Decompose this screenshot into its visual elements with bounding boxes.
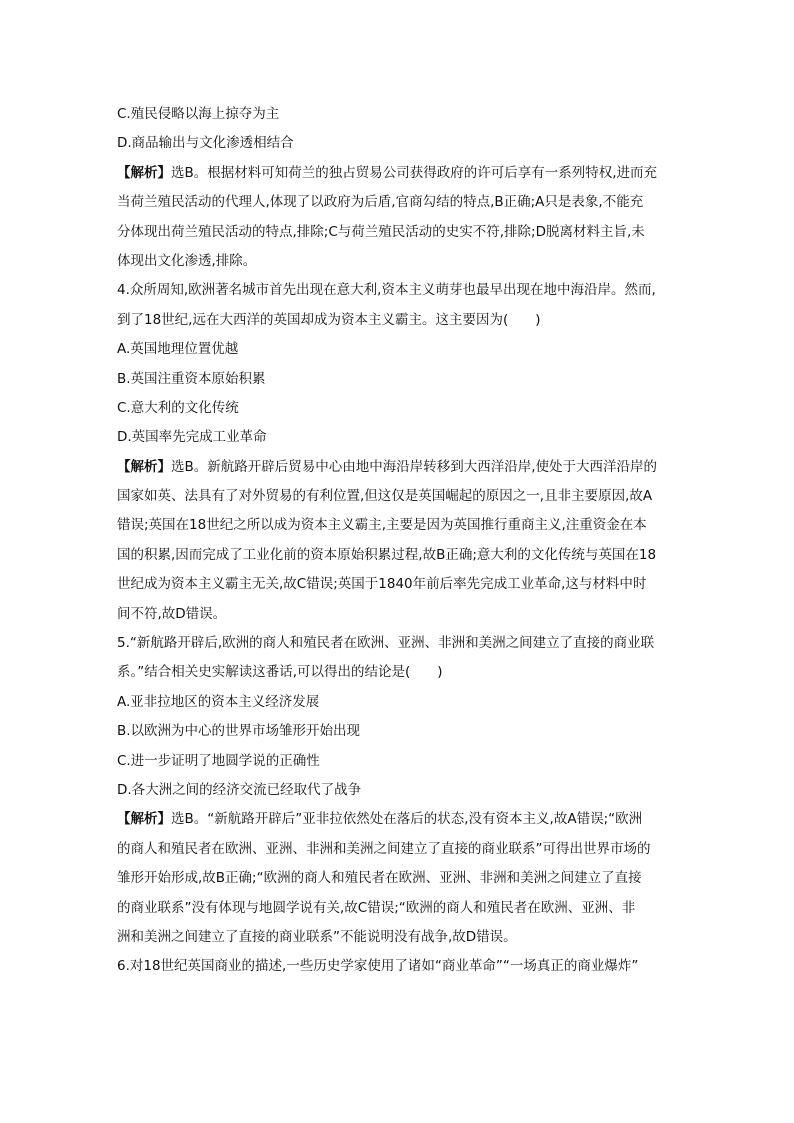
analysis-text: 的商人和殖民者在欧洲、亚洲、非洲和美洲之间建立了直接的商业联系”可得出世界市场的 bbox=[117, 840, 651, 857]
question-text: 5.“新航路开辟后,欧洲的商人和殖民者在欧洲、亚洲、非洲和美洲之间建立了直接的商业联 bbox=[117, 635, 655, 652]
analysis-text: 国家如英、法具有了对外贸易的有利位置,但这仅是英国崛起的原因之一,且非主要原因,故A bbox=[117, 488, 653, 505]
option-text: C.殖民侵略以海上掠夺为主 bbox=[117, 106, 280, 122]
option-line bbox=[117, 423, 682, 452]
option-text: B.以欧洲为中心的世界市场雏形开始出现 bbox=[117, 723, 361, 740]
question-line bbox=[117, 629, 682, 658]
option-text: D.英国率先完成工业革命 bbox=[117, 429, 267, 446]
option-line bbox=[117, 747, 682, 776]
option-line bbox=[117, 717, 682, 746]
analysis-line bbox=[117, 159, 682, 188]
option-text: A.亚非拉地区的资本主义经济发展 bbox=[117, 693, 320, 710]
option-line bbox=[117, 688, 682, 717]
analysis-line bbox=[117, 864, 682, 893]
analysis-line bbox=[117, 835, 682, 864]
analysis-text: 世纪成为资本主义霸主无关,故C错误;英国于1840年前后率先完成工业革命,这与材料中时 bbox=[117, 576, 647, 593]
analysis-text: 雏形开始形成,故B正确;“欧洲的商人和殖民者在欧洲、亚洲、非洲和美洲之间建立了直接 bbox=[117, 870, 642, 887]
analysis-line bbox=[117, 247, 682, 276]
analysis-line bbox=[117, 541, 682, 570]
question-line bbox=[117, 306, 682, 335]
analysis-text: 错误;英国在18世纪之所以成为资本主义霸主,主要是因为英国推行重商主义,注重资金在本 bbox=[117, 517, 647, 534]
option-line bbox=[117, 335, 682, 364]
analysis-line bbox=[117, 923, 682, 952]
option-text: D.各大洲之间的经济交流已经取代了战争 bbox=[117, 781, 362, 798]
document-body bbox=[117, 100, 682, 982]
analysis-line bbox=[117, 218, 682, 247]
analysis-text: 体现出文化渗透,排除。 bbox=[117, 252, 257, 269]
option-text: A.英国地理位置优越 bbox=[117, 341, 239, 358]
analysis-line bbox=[117, 453, 682, 482]
question-text: 4.众所周知,欧洲著名城市首先出现在意大利,资本主义萌芽也最早出现在地中海沿岸。然而, bbox=[117, 282, 656, 299]
question-line bbox=[117, 952, 682, 981]
analysis-text: 分体现出荷兰殖民活动的特点,排除;C与荷兰殖民活动的史实不符,排除;D脱离材料主旨,未 bbox=[117, 223, 645, 240]
analysis-text: 国的积累,因而完成了工业化前的资本原始积累过程,故B正确;意大利的文化传统与英国在18 bbox=[117, 546, 657, 563]
analysis-tag: 【解析】 bbox=[117, 458, 171, 475]
option-text: D.商品输出与文化渗透相结合 bbox=[117, 135, 294, 152]
analysis-line bbox=[117, 188, 682, 217]
analysis-line bbox=[117, 894, 682, 923]
analysis-text: 的商业联系”没有体现与地圆学说有关,故C错误;“欧洲的商人和殖民者在欧洲、亚洲、非 bbox=[117, 899, 636, 916]
option-text: C.进一步证明了地圆学说的正确性 bbox=[117, 752, 320, 769]
analysis-line bbox=[117, 600, 682, 629]
question-line bbox=[117, 276, 682, 305]
analysis-tag: 【解析】 bbox=[117, 164, 171, 181]
option-text: C.意大利的文化传统 bbox=[117, 399, 239, 416]
option-line bbox=[117, 129, 682, 158]
analysis-text: 当荷兰殖民活动的代理人,体现了以政府为后盾,官商勾结的特点,B正确;A只是表象,不能充 bbox=[117, 194, 644, 211]
analysis-line bbox=[117, 570, 682, 599]
analysis-line bbox=[117, 805, 682, 834]
analysis-text: 间不符,故D错误。 bbox=[117, 605, 227, 622]
option-line bbox=[117, 365, 682, 394]
analysis-text: 选B。“新航路开辟后”亚非拉依然处在落后的状态,没有资本主义,故A错误;“欧洲 bbox=[171, 811, 643, 828]
option-line bbox=[117, 776, 682, 805]
option-line bbox=[117, 100, 682, 129]
analysis-text: 选B。新航路开辟后贸易中心由地中海沿岸转移到大西洋沿岸,使处于大西洋沿岸的 bbox=[171, 458, 658, 475]
option-line bbox=[117, 394, 682, 423]
analysis-tag: 【解析】 bbox=[117, 811, 171, 828]
question-text: 到了18世纪,远在大西洋的英国却成为资本主义霸主。这主要因为( ) bbox=[117, 311, 541, 328]
analysis-text: 选B。根据材料可知荷兰的独占贸易公司获得政府的许可后享有一系列特权,进而充 bbox=[171, 164, 658, 181]
analysis-line bbox=[117, 511, 682, 540]
question-text: 系。”结合相关史实解读这番话,可以得出的结论是( ) bbox=[117, 664, 443, 681]
option-text: B.英国注重资本原始积累 bbox=[117, 370, 266, 387]
question-text: 6.对18世纪英国商业的描述,一些历史学家使用了诸如“商业革命”“一场真正的商业爆炸” bbox=[117, 958, 639, 975]
analysis-text: 洲和美洲之间建立了直接的商业联系”不能说明没有战争,故D错误。 bbox=[117, 928, 517, 945]
analysis-line bbox=[117, 482, 682, 511]
question-line bbox=[117, 658, 682, 687]
